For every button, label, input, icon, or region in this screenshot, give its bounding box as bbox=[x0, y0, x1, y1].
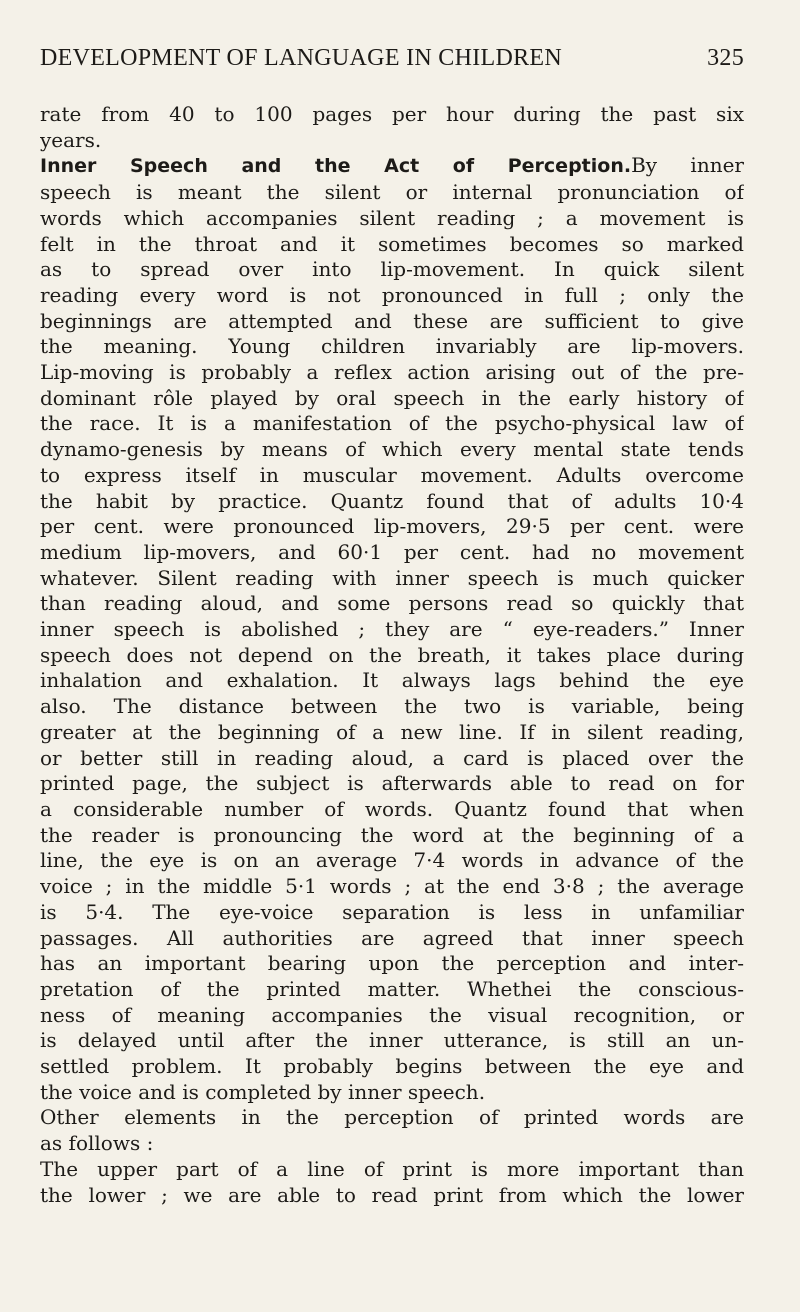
text-line-38: settled problem. It probably begins between the eye and bbox=[40, 1054, 744, 1079]
text-line-19: whatever. Silent reading with inner speech is much quicker bbox=[40, 565, 744, 590]
text-line-31: voice ; in the middle 5·1 words ; at the end 3·8 ; the average bbox=[40, 874, 744, 899]
text-line-36: ness of meaning accompanies the visual recognition, or bbox=[40, 1002, 744, 1027]
text-line-40: Other elements in the perception of printed words are bbox=[40, 1105, 744, 1130]
text-line-11: Lip-moving is probably a reflex action arising out of the pre- bbox=[40, 360, 744, 385]
text-line-25: greater at the beginning of a new line. If in silent reading, bbox=[40, 719, 744, 744]
text-line-29: the reader is pronouncing the word at the beginning of a bbox=[40, 822, 744, 847]
text-line-16: the habit by practice. Quantz found that of adults 10·4 bbox=[40, 488, 744, 513]
text-line-24: also. The distance between the two is variable, being bbox=[40, 694, 744, 719]
text-line-18: medium lip-movers, and 60·1 per cent. had no movement bbox=[40, 539, 744, 564]
text-line-32: is 5·4. The eye-voice separation is less in unfamiliar bbox=[40, 899, 744, 924]
text-line-3-heading-row bbox=[40, 153, 744, 180]
text-line-27: printed page, the subject is afterwards able to read on for bbox=[40, 771, 744, 796]
text-line-20: than reading aloud, and some persons read so quickly that bbox=[40, 591, 744, 616]
text-line-1: rate from 40 to 100 pages per hour during the past six bbox=[40, 102, 744, 126]
text-line-28: a considerable number of words. Quantz found that when bbox=[40, 796, 744, 821]
text-line-6: felt in the throat and it sometimes becomes so marked bbox=[40, 231, 744, 256]
body-text bbox=[40, 102, 744, 1208]
text-line-4: speech is meant the silent or internal pronunciation of bbox=[40, 180, 744, 205]
section-heading: Inner Speech and the Act of Perception. bbox=[40, 155, 632, 178]
text-line-26: or better still in reading aloud, a card is placed over the bbox=[40, 745, 744, 770]
text-line-13: the race. It is a manifestation of the psycho-physical law of bbox=[40, 411, 744, 436]
text-line-34: has an important bearing upon the perception and inter- bbox=[40, 951, 744, 976]
text-line-30: line, the eye is on an average 7·4 words in advance of the bbox=[40, 848, 744, 873]
running-header bbox=[40, 45, 744, 83]
text-line-10: the meaning. Young children invariably are lip-movers. bbox=[40, 334, 744, 359]
text-line-9: beginnings are attempted and these are sufficient to give bbox=[40, 308, 744, 333]
text-line-43: the lower ; we are able to read print from which the lower bbox=[40, 1182, 744, 1207]
text-line-15: to express itself in muscular movement. Adults overcome bbox=[40, 462, 744, 487]
text-line-22: speech does not depend on the breath, it takes place during bbox=[40, 642, 744, 667]
text-line-17: per cent. were pronounced lip-movers, 29·5 per cent. were bbox=[40, 514, 744, 539]
text-line-33: passages. All authorities are agreed that inner speech bbox=[40, 925, 744, 950]
text-line-14: dynamo-genesis by means of which every mental state tends bbox=[40, 437, 744, 462]
text-line-37: is delayed until after the inner utterance, is still an un- bbox=[40, 1028, 744, 1053]
text-line-2: years. bbox=[40, 127, 102, 152]
text-line-7: as to spread over into lip-movement. In quick silent bbox=[40, 257, 744, 282]
header-title: DEVELOPMENT OF LANGUAGE IN CHILDREN bbox=[40, 45, 563, 71]
text-line-8: reading every word is not pronounced in full ; only the bbox=[40, 282, 744, 307]
text-line-39: the voice and is completed by inner speech. bbox=[40, 1079, 486, 1104]
text-line-23: inhalation and exhalation. It always lags behind the eye bbox=[40, 668, 744, 693]
text-line-41: as follows : bbox=[40, 1131, 154, 1156]
page-number: 325 bbox=[707, 45, 744, 71]
text-line-5: words which accompanies silent reading ; a movement is bbox=[40, 205, 744, 230]
text-line-42: The upper part of a line of print is more important than bbox=[40, 1156, 744, 1181]
section-heading-continuation: By inner bbox=[631, 153, 744, 178]
text-line-12: dominant rôle played by oral speech in the early history of bbox=[40, 385, 744, 410]
text-line-21: inner speech is abolished ; they are “ eye-readers.” Inner bbox=[40, 617, 744, 642]
text-line-35: pretation of the printed matter. Whethei the conscious- bbox=[40, 976, 744, 1001]
